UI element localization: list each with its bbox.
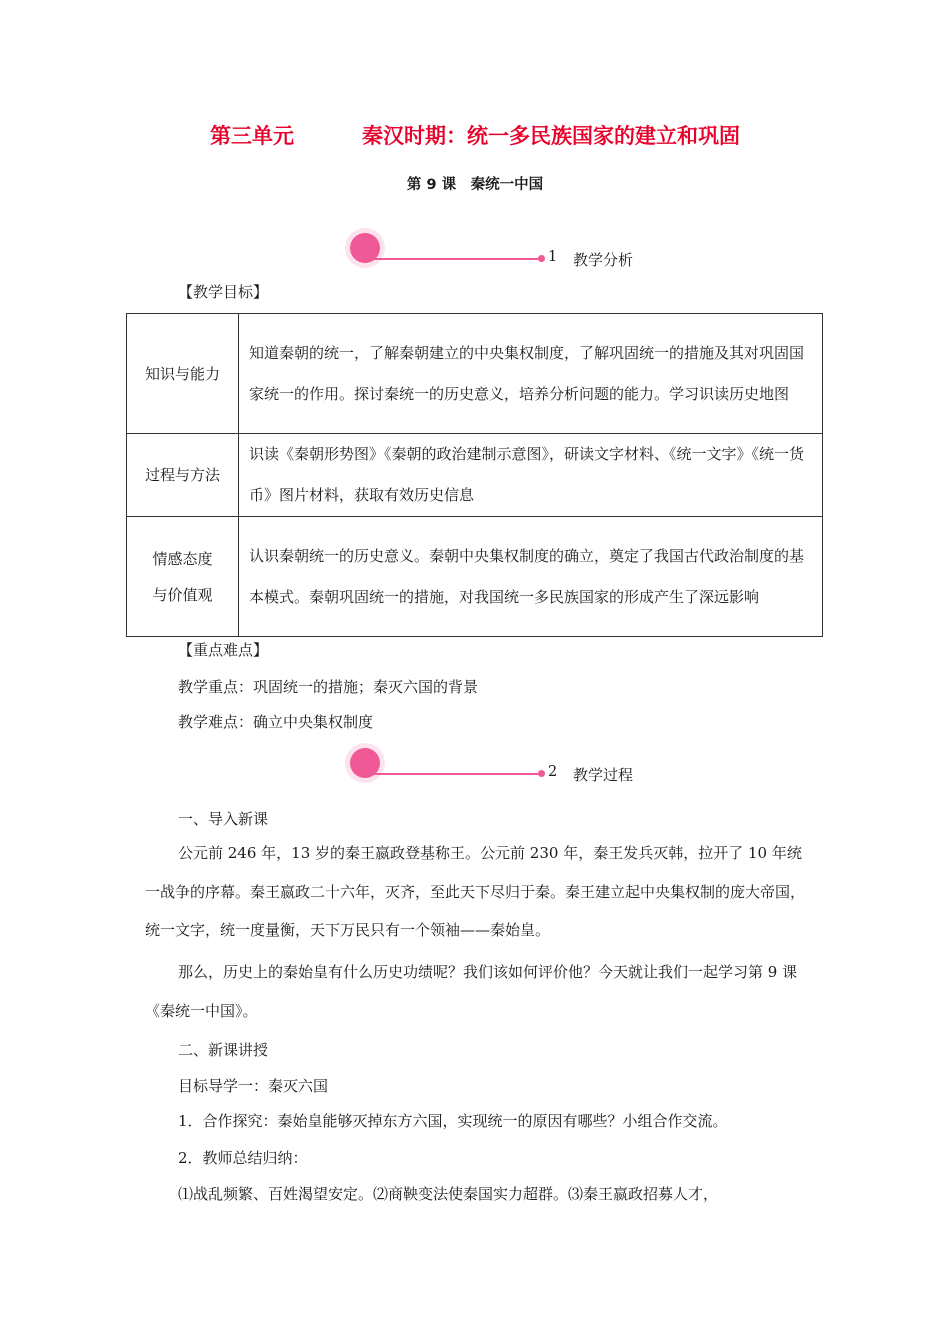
intro-paragraph-1: 公元前 246 年，13 岁的秦王嬴政登基称王。公元前 230 年，秦王发兵灭韩，拉开了 10 年统一战争的序幕。秦王嬴政二十六年，灭齐，至此天下尽归于秦。秦王建立起中央集权制的庞大帝国，统一文字，统一度量衡，天下万民只有一个领袖——秦始皇。 (145, 844, 806, 939)
section-header-process (345, 743, 665, 787)
section-header-analysis (345, 228, 665, 272)
table-row (127, 517, 823, 637)
teaching-difficulty: 教学难点：确立中央集权制度 (178, 713, 374, 731)
section-divider-line (367, 258, 543, 260)
section-dot-icon (538, 255, 545, 262)
goal-value: 识读《秦朝形势图》《秦朝的政治建制示意图》，研读文字材料、《统一文字》《统一货币》图片材料，获取有效历史信息 (239, 434, 823, 517)
table-row (127, 434, 823, 517)
key-points-heading: 【重点难点】 (178, 641, 269, 659)
goal-key: 过程与方法 (127, 434, 239, 517)
goals-table (126, 313, 823, 637)
goals-heading: 【教学目标】 (178, 283, 269, 301)
section-divider-line (367, 773, 543, 775)
goal-key (127, 517, 239, 637)
teaching-focus: 教学重点：巩固统一的措施；秦灭六国的背景 (178, 678, 479, 696)
section-circle-icon (345, 743, 385, 783)
goal-value: 知道秦朝的统一，了解秦朝建立的中央集权制度，了解巩固统一的措施及其对巩固国家统一的作用。探讨秦统一的历史意义，培养分析问题的能力。学习识读历史地图 (239, 314, 823, 434)
section-circle-icon (345, 228, 385, 268)
goal-key-line: 情感态度 (152, 549, 213, 568)
list-item-detail: ⑴战乱频繁、百姓渴望安定。⑵商鞅变法使秦国实力超群。⑶秦王嬴政招募人才， (178, 1185, 719, 1203)
section-dot-icon (538, 770, 545, 777)
table-row (127, 314, 823, 434)
part2-title: 二、新课讲授 (178, 1041, 269, 1059)
section-label: 教学过程 (573, 766, 634, 784)
section-number: 2 (548, 764, 558, 780)
lesson-title: 第 9 课 秦统一中国 (406, 177, 544, 193)
part1-title: 一、导入新课 (178, 810, 269, 828)
list-item: 2．教师总结归纳： (178, 1149, 308, 1167)
goal-key-line: 与价值观 (152, 585, 213, 604)
intro-paragraph-2: 那么，历史上的秦始皇有什么历史功绩呢？我们该如何评价他？今天就让我们一起学习第 9 课《秦统一中国》。 (145, 963, 798, 1020)
unit-title-line (0, 120, 950, 150)
goal1-title: 目标导学一：秦灭六国 (178, 1077, 329, 1095)
unit-label: 第三单元 (210, 124, 294, 148)
goal-value: 认识秦朝统一的历史意义。秦朝中央集权制度的确立，奠定了我国古代政治制度的基本模式。秦朝巩固统一的措施，对我国统一多民族国家的形成产生了深远影响 (239, 517, 823, 637)
section-label: 教学分析 (573, 251, 634, 269)
section-number: 1 (548, 249, 558, 265)
goal-key: 知识与能力 (127, 314, 239, 434)
list-item: 1．合作探究：秦始皇能够灭掉东方六国，实现统一的原因有哪些？小组合作交流。 (178, 1112, 728, 1130)
unit-title: 秦汉时期：统一多民族国家的建立和巩固 (362, 124, 740, 148)
